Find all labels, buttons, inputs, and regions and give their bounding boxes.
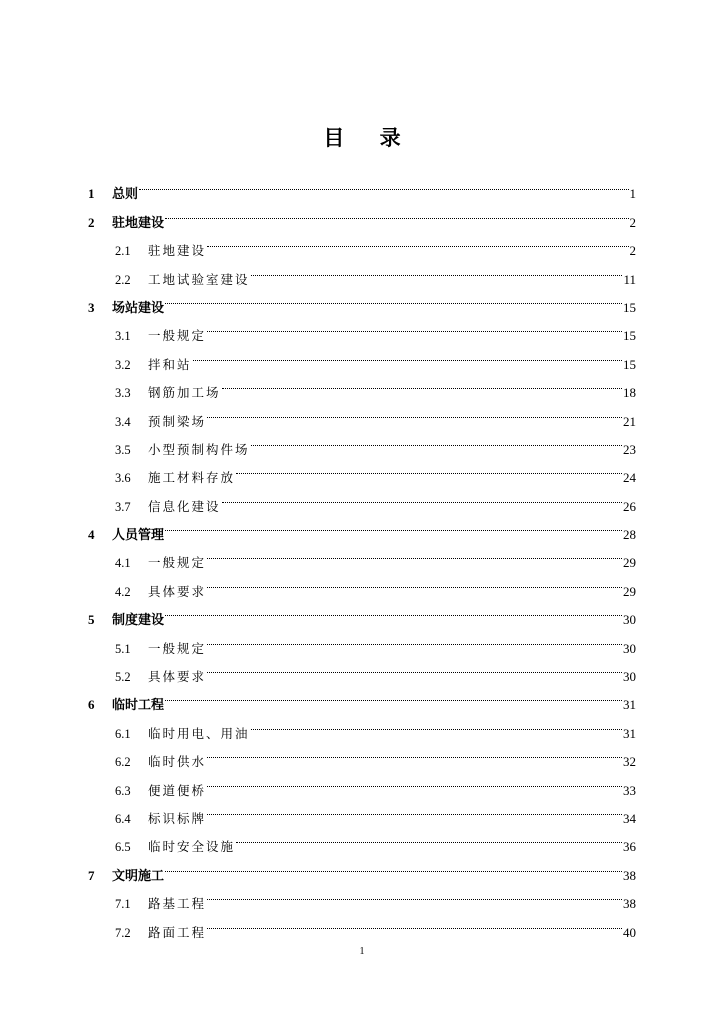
toc-entry-number: 6.2: [115, 755, 131, 770]
toc-entry-label: 总则: [112, 187, 139, 203]
dot-leader: [207, 908, 622, 936]
dot-leader: [207, 653, 622, 681]
toc-entry-number: 5: [88, 612, 95, 628]
toc-chapter-entry[interactable]: [88, 170, 636, 203]
toc-entry-page: 38: [623, 896, 636, 912]
toc-entry-page: 2: [629, 214, 636, 230]
dot-leader: [165, 511, 622, 539]
toc-entry-page: 31: [623, 697, 636, 713]
toc-section-entry[interactable]: [88, 624, 636, 656]
toc-entry-number: 2.1: [115, 244, 131, 259]
toc-entry-label: 工地试验室建设: [148, 271, 250, 287]
dot-leader: [222, 482, 622, 510]
toc-entry-label: 临时工程: [112, 698, 165, 714]
toc-entry-number: 2: [88, 214, 95, 230]
dot-leader: [165, 596, 622, 624]
toc-entry-label: 场站建设: [112, 300, 165, 316]
toc-entry-label: 路基工程: [148, 896, 207, 912]
dot-leader: [251, 255, 623, 283]
toc-entry-page: 38: [623, 867, 636, 883]
toc-entry-label: 具体要求: [148, 583, 207, 599]
toc-entry-number: 6.4: [115, 811, 131, 826]
dot-leader: [207, 795, 622, 823]
toc-entry-number: 3.7: [115, 499, 131, 514]
toc-entry-label: 临时供水: [148, 754, 207, 770]
toc-entry-number: 4: [88, 527, 95, 543]
toc-entry-page: 11: [623, 271, 636, 287]
toc-entry-label: 临时安全设施: [148, 839, 236, 855]
toc-entry-label: 一般规定: [148, 555, 207, 571]
toc-entry-number: 7: [88, 867, 95, 883]
toc-entry-number: 4.1: [115, 556, 131, 571]
toc-entry-number: 5.1: [115, 641, 131, 656]
toc-entry-page: 15: [623, 328, 636, 344]
toc-entry-page: 15: [623, 299, 636, 315]
toc-entry-label: 钢筋加工场: [148, 385, 221, 401]
toc-entry-page: 28: [623, 527, 636, 543]
toc-entry-label: 一般规定: [148, 640, 207, 656]
toc-entry-label: 标识标牌: [148, 810, 207, 826]
dot-leader: [207, 312, 622, 340]
toc-entry-page: 32: [623, 754, 636, 770]
dot-leader: [207, 567, 622, 595]
dot-leader: [165, 851, 622, 879]
dot-leader: [222, 369, 622, 397]
toc-entry-number: 2.2: [115, 272, 131, 287]
toc-entry-number: 3.6: [115, 471, 131, 486]
toc-title: 目 录: [323, 125, 415, 150]
toc-chapter-entry[interactable]: [88, 284, 636, 316]
dot-leader: [207, 227, 628, 255]
toc-entry-label: 文明施工: [112, 868, 165, 884]
toc-chapter-entry[interactable]: [88, 596, 636, 629]
toc-entry-page: 29: [623, 583, 636, 599]
toc-list: [88, 170, 636, 940]
toc-entry-number: 6.3: [115, 783, 131, 798]
toc-entry-page: 30: [623, 669, 636, 685]
toc-entry-page: 15: [623, 356, 636, 372]
toc-entry-number: 4.2: [115, 584, 131, 599]
toc-entry-number: 3.3: [115, 386, 131, 401]
dot-leader: [207, 766, 622, 794]
dot-leader: [207, 738, 622, 766]
toc-chapter-entry[interactable]: [88, 198, 636, 231]
toc-entry-label: 驻地建设: [112, 215, 165, 231]
toc-entry-page: 36: [623, 839, 636, 855]
toc-entry-label: 小型预制构件场: [148, 441, 250, 457]
toc-entry-number: 1: [88, 186, 95, 202]
dot-leader: [207, 397, 622, 425]
toc-entry-label: 便道便桥: [148, 782, 207, 798]
toc-entry-page: 24: [623, 470, 636, 486]
toc-entry-page: 30: [623, 612, 636, 628]
toc-entry-number: 5.2: [115, 670, 131, 685]
toc-entry-number: 3.4: [115, 414, 131, 429]
toc-entry-page: 40: [623, 924, 636, 940]
toc-entry-page: 30: [623, 640, 636, 656]
toc-entry-label: 路面工程: [148, 924, 207, 940]
toc-entry-label: 临时用电、用油: [148, 725, 250, 741]
toc-entry-label: 预制梁场: [148, 413, 207, 429]
dot-leader: [236, 823, 622, 851]
dot-leader: [139, 170, 628, 198]
toc-entry-number: 6: [88, 697, 95, 713]
toc-entry-number: 7.2: [115, 925, 131, 940]
toc-entry-page: 31: [623, 725, 636, 741]
dot-leader: [165, 284, 622, 312]
toc-chapter-entry[interactable]: [88, 511, 636, 544]
dot-leader: [207, 539, 622, 567]
toc-entry-number: 3.1: [115, 329, 131, 344]
toc-entry-label: 一般规定: [148, 328, 207, 344]
toc-entry-page: 34: [623, 810, 636, 826]
toc-entry-number: 6.1: [115, 726, 131, 741]
toc-entry-label: 人员管理: [112, 528, 165, 544]
toc-entry-label: 具体要求: [148, 669, 207, 685]
toc-entry-number: 3.5: [115, 442, 131, 457]
toc-entry-label: 拌和站: [148, 356, 192, 372]
toc-entry-number: 6.5: [115, 840, 131, 855]
dot-leader: [207, 624, 622, 652]
dot-leader: [207, 880, 622, 908]
toc-section-entry[interactable]: [88, 539, 636, 571]
dot-leader: [193, 340, 622, 368]
dot-leader: [251, 426, 622, 454]
toc-entry-number: 3: [88, 299, 95, 315]
toc-chapter-entry[interactable]: [88, 681, 636, 714]
toc-entry-page: 18: [623, 385, 636, 401]
toc-chapter-entry[interactable]: [88, 851, 636, 884]
dot-leader: [165, 681, 622, 709]
toc-section-entry[interactable]: [88, 880, 636, 912]
toc-entry-page: 23: [623, 441, 636, 457]
toc-section-entry[interactable]: [88, 312, 636, 344]
dot-leader: [165, 198, 628, 226]
toc-section-entry[interactable]: [88, 709, 636, 741]
toc-entry-number: 7.1: [115, 897, 131, 912]
toc-entry-number: 3.2: [115, 357, 131, 372]
dot-leader: [236, 454, 622, 482]
toc-entry-page: 2: [629, 243, 636, 259]
page-footer-number: 1: [359, 946, 365, 957]
toc-entry-page: 33: [623, 782, 636, 798]
toc-section-entry[interactable]: [88, 227, 636, 259]
toc-entry-label: 信息化建设: [148, 498, 221, 514]
toc-entry-label: 驻地建设: [148, 243, 207, 259]
toc-entry-page: 21: [623, 413, 636, 429]
toc-entry-page: 26: [623, 498, 636, 514]
toc-entry-label: 制度建设: [112, 613, 165, 629]
toc-entry-page: 29: [623, 555, 636, 571]
toc-entry-page: 1: [629, 186, 636, 202]
dot-leader: [251, 709, 622, 737]
toc-entry-label: 施工材料存放: [148, 470, 236, 486]
